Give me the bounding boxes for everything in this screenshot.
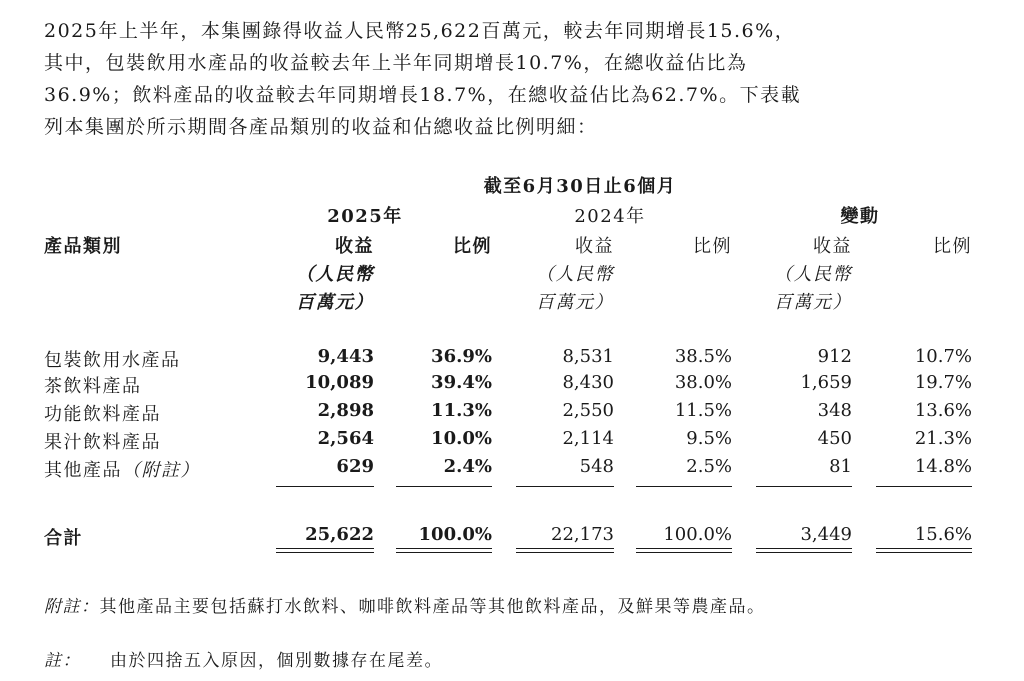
subtotal-rule xyxy=(396,486,492,487)
intro-line-3: 36.9%；飲料產品的收益較去年同期增長18.7%，在總收益佔比為62.7%。下表載 xyxy=(44,84,802,106)
total-ratio-2025: 100.0% xyxy=(418,524,492,545)
row-change: 912 xyxy=(817,346,852,367)
row-revenue-2025: 2,564 xyxy=(317,428,374,449)
total-double-rule xyxy=(876,548,972,553)
row-category: 茶飲料產品 xyxy=(44,376,142,397)
footnote-1-text: 其他產品主要包括蘇打水飲料、咖啡飲料產品等其他飲料產品，及鮮果等農產品。 xyxy=(99,597,766,617)
total-revenue-2024: 22,173 xyxy=(551,524,614,545)
unit-label-2024-line1: （人民幣 xyxy=(536,264,614,285)
intro-line-2: 其中，包裝飲用水產品的收益較去年上半年同期增長10.7%，在總收益佔比為 xyxy=(44,52,748,74)
unit-label-change-line1: （人民幣 xyxy=(774,264,852,285)
column-header-ratio-2025: 比例 xyxy=(453,236,492,257)
column-header-revenue-2024: 收益 xyxy=(575,236,614,257)
row-revenue-2025: 2,898 xyxy=(317,400,374,421)
row-ratio-2024: 2.5% xyxy=(686,456,732,477)
row-revenue-2024: 2,114 xyxy=(562,428,614,449)
subtotal-rule xyxy=(756,486,852,487)
unit-label-2025-line2: 百萬元） xyxy=(296,292,374,313)
row-category-label: 其他產品 xyxy=(44,460,122,481)
period-header: 截至6月30日止6個月 xyxy=(483,176,677,197)
footnote-2-text: 由於四捨五入原因，個別數據存在尾差。 xyxy=(110,651,443,671)
row-change-ratio: 21.3% xyxy=(914,428,972,449)
total-double-rule xyxy=(396,548,492,553)
subtotal-rule xyxy=(636,486,732,487)
group-header-change: 變動 xyxy=(840,206,880,227)
row-revenue-2025: 10,089 xyxy=(305,372,374,393)
row-category: 包裝飲用水產品 xyxy=(44,350,181,371)
row-ratio-2024: 9.5% xyxy=(686,428,732,449)
row-category: 功能飲料產品 xyxy=(44,404,161,425)
row-revenue-2024: 8,430 xyxy=(562,372,614,393)
row-revenue-2025: 9,443 xyxy=(317,346,374,367)
total-double-rule xyxy=(756,548,852,553)
row-change: 1,659 xyxy=(800,372,852,393)
unit-label-change-line2: 百萬元） xyxy=(774,292,852,313)
row-category-note-ref: （附註） xyxy=(122,460,200,481)
row-revenue-2024: 548 xyxy=(579,456,614,477)
row-category: 果汁飲料產品 xyxy=(44,432,161,453)
row-change-ratio: 14.8% xyxy=(914,456,972,477)
row-change: 81 xyxy=(829,456,852,477)
intro-line-4: 列本集團於所示期間各產品類別的收益和佔總收益比例明細： xyxy=(44,116,598,138)
row-revenue-2025: 629 xyxy=(336,456,374,477)
row-revenue-2024: 8,531 xyxy=(562,346,614,367)
intro-line-1: 2025年上半年，本集團錄得收益人民幣25,622百萬元，較去年同期增長15.6%， xyxy=(44,20,796,42)
subtotal-rule xyxy=(516,486,614,487)
column-header-change-ratio: 比例 xyxy=(933,236,972,257)
row-ratio-2025: 11.3% xyxy=(431,400,492,421)
row-change: 450 xyxy=(817,428,852,449)
total-label: 合計 xyxy=(44,528,83,549)
column-header-ratio-2024: 比例 xyxy=(693,236,732,257)
total-ratio-2024: 100.0% xyxy=(663,524,732,545)
total-double-rule xyxy=(276,548,374,553)
row-ratio-2024: 38.5% xyxy=(674,346,732,367)
row-ratio-2024: 11.5% xyxy=(674,400,732,421)
total-change: 3,449 xyxy=(800,524,852,545)
total-change-ratio: 15.6% xyxy=(914,524,972,545)
unit-label-2025-line1: （人民幣 xyxy=(296,264,374,285)
total-double-rule xyxy=(636,548,732,553)
total-double-rule xyxy=(516,548,614,553)
footnote-1-label: 附註： xyxy=(44,597,100,617)
subtotal-rule xyxy=(876,486,972,487)
total-revenue-2025: 25,622 xyxy=(305,524,374,545)
column-header-category: 產品類別 xyxy=(44,236,122,257)
footnote-2-label: 註： xyxy=(44,651,81,671)
group-header-2024: 2024年 xyxy=(574,206,646,227)
footnote-1 xyxy=(44,592,766,617)
row-ratio-2025: 36.9% xyxy=(431,346,492,367)
group-header-2025: 2025年 xyxy=(327,206,403,227)
row-ratio-2025: 2.4% xyxy=(443,456,492,477)
column-header-change: 收益 xyxy=(813,236,852,257)
footnote-2 xyxy=(44,646,443,671)
row-change: 348 xyxy=(817,400,852,421)
row-change-ratio: 10.7% xyxy=(914,346,972,367)
unit-label-2024-line2: 百萬元） xyxy=(536,292,614,313)
row-category xyxy=(44,456,200,482)
row-change-ratio: 19.7% xyxy=(914,372,972,393)
row-ratio-2025: 39.4% xyxy=(431,372,492,393)
subtotal-rule xyxy=(276,486,374,487)
row-ratio-2024: 38.0% xyxy=(674,372,732,393)
row-ratio-2025: 10.0% xyxy=(431,428,492,449)
row-change-ratio: 13.6% xyxy=(914,400,972,421)
row-revenue-2024: 2,550 xyxy=(562,400,614,421)
column-header-revenue-2025: 收益 xyxy=(335,236,374,257)
